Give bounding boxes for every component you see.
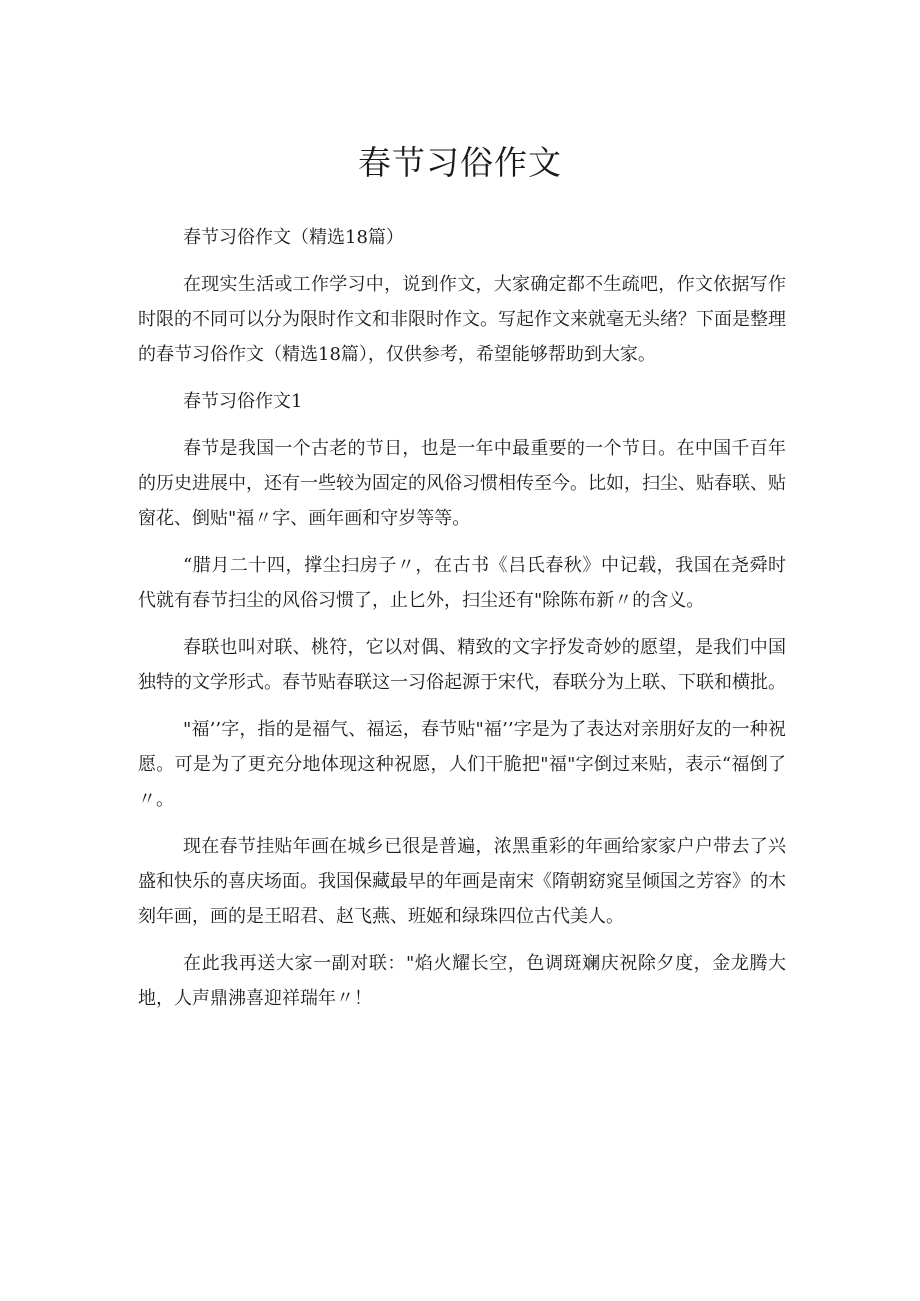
body-paragraph: “腊月二十四，撑尘扫房子〃，在古书《吕氏春秋》中记载，我国在尧舜时代就有春节扫尘的风俗习惯了，止匕外，扫尘还有"除陈布新〃的含义。 [138,555,786,611]
section-heading: 春节习俗作文1 [183,391,303,412]
body-paragraph: "福’’字，指的是福气、福运，春节贴"福’’字是为了表达对亲朋好友的一种祝愿。可是为了更充分地体现这种祝愿，人们干脆把"福"字倒过来贴，表示“福倒了〃。 [138,719,786,810]
document-body [138,220,786,1028]
subtitle-paragraph: 春节习俗作文（精选18篇） [183,227,404,248]
intro-paragraph: 在现实生活或工作学习中，说到作文，大家确定都不生疏吧，作文依据写作时限的不同可以分为限时作文和非限时作文。写起作文来就毫无头绪？下面是整理的春节习俗作文（精选18篇），仅供参考，希望能够帮助到大家。 [138,274,786,365]
body-paragraph: 春节是我国一个古老的节日，也是一年中最重要的一个节日。在中国千百年的历史进展中，还有一些较为固定的风俗习惯相传至今。比如，扫尘、贴春联、贴窗花、倒贴"福〃字、画年画和守岁等等。 [138,438,786,529]
body-paragraph: 现在春节挂贴年画在城乡已很是普遍，浓黑重彩的年画给家家户户带去了兴盛和快乐的喜庆场面。我国保藏最早的年画是南宋《隋朝窈窕呈倾国之芳容》的木刻年画，画的是王昭君、赵飞燕、班姬和绿珠四位古代美人。 [138,836,786,927]
document-title: 春节习俗作文 [358,143,562,182]
body-paragraph: 在此我再送大家一副对联："焰火耀长空，色调斑斓庆祝除夕度，金龙腾大地，人声鼎沸喜迎祥瑞年〃！ [138,953,786,1009]
body-paragraph: 春联也叫对联、桃符，它以对偶、精致的文字抒发奇妙的愿望，是我们中国独特的文学形式。春节贴春联这一习俗起源于宋代，春联分为上联、下联和横批。 [138,637,786,693]
